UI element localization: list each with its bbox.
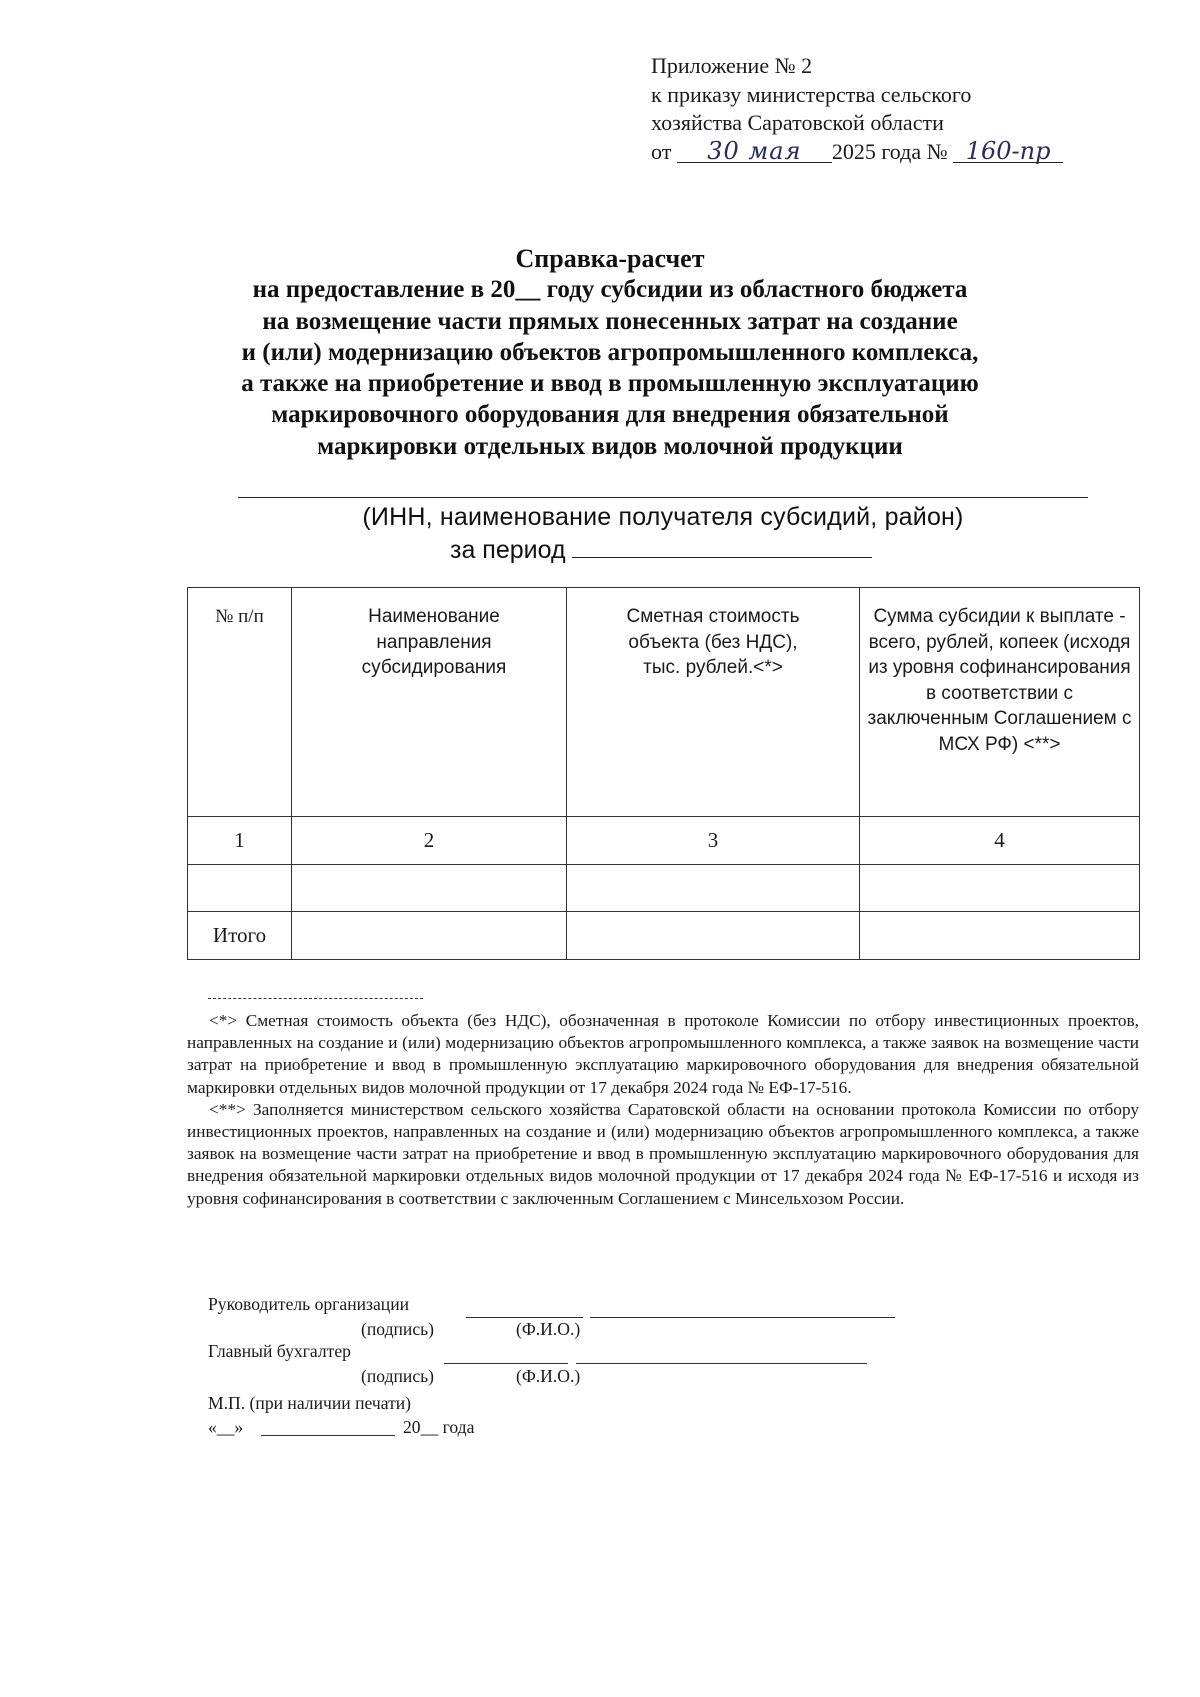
- title-line: на возмещение части прямых понесенных затрат на создание: [262, 307, 958, 335]
- annex-header: [651, 52, 1121, 166]
- accountant-signature-line: [444, 1363, 568, 1364]
- header-cell-number: № п/п: [188, 588, 292, 817]
- table-cell: [567, 865, 860, 912]
- header-cell-cost: Сметная стоимость объекта (без НДС), тыс. рублей.<*>: [567, 588, 860, 817]
- column-number: 2: [292, 817, 567, 865]
- head-label: Руководитель организации: [208, 1294, 410, 1314]
- annex-date-line: [651, 138, 1121, 167]
- handwritten-date: 30 мая: [677, 140, 832, 163]
- accountant-name-line: [576, 1363, 867, 1364]
- title-line: и (или) модернизацию объектов агропромышленного комплекса,: [241, 338, 979, 366]
- title-line: а также на приобретение и ввод в промышленную эксплуатацию: [241, 370, 979, 398]
- seal-label: М.П. (при наличии печати): [208, 1393, 412, 1413]
- document-title: [180, 243, 1040, 462]
- title-heading: Справка-расчет: [515, 244, 705, 273]
- title-line: на предоставление в 20__ году субсидии из областного бюджета: [252, 276, 968, 304]
- table-cell: [292, 865, 567, 912]
- table-cell: [567, 912, 860, 960]
- table-total-row: [188, 912, 1140, 960]
- annex-number: Приложение № 2: [651, 53, 813, 78]
- accountant-label: Главный бухгалтер: [208, 1341, 351, 1361]
- handwritten-order-number: 160-пр: [953, 140, 1063, 163]
- annex-ministry: хозяйства Саратовской области: [651, 110, 944, 135]
- calculation-table: [187, 587, 1140, 960]
- head-signature-line: [466, 1317, 583, 1318]
- date-fill-line: [261, 1435, 395, 1436]
- period-label: за период: [450, 536, 566, 564]
- period-line: [450, 535, 872, 565]
- recipient-fill-line: [238, 497, 1088, 498]
- head-signature-caption: (подпись): [361, 1319, 435, 1339]
- footnote-1: <*> Сметная стоимость объекта (без НДС), обозначенная в протоколе Комиссии по отбору инвестиционных проектов, направленных на создание и (или) модернизацию объектов агропромышленного комплекса, а также заявок на возмещение части затрат на приобретение и ввод в промышленную эксплуатацию маркировочного оборудования для внедрения обязательной маркировки отдельных видов молочной продукции от 17 декабря 2024 года № ЕФ-17-516.: [187, 1011, 1139, 1097]
- period-fill-line: [572, 535, 872, 558]
- table-header-row: [188, 588, 1140, 817]
- annex-date-prefix: от: [651, 138, 672, 164]
- recipient-caption: (ИНН, наименование получателя субсидий, район): [362, 503, 964, 531]
- column-number: 4: [860, 817, 1140, 865]
- accountant-name-caption: (Ф.И.О.): [516, 1366, 581, 1386]
- total-label: Итого: [188, 912, 292, 960]
- header-cell-direction: Наименование направления субсидирования: [292, 588, 567, 817]
- title-line: маркировки отдельных видов молочной продукции: [317, 432, 903, 460]
- header-cell-subsidy: Сумма субсидии к выплате - всего, рублей, копеек (исходя из уровня софинансирования в соответствии с заключенным Соглашением с МСХ РФ) <**>: [860, 588, 1140, 817]
- annex-order-ref: к приказу министерства сельского: [651, 81, 972, 107]
- footnote-separator: [208, 998, 423, 999]
- head-name-caption: (Ф.И.О.): [516, 1319, 581, 1339]
- accountant-signature-caption: (подпись): [361, 1366, 435, 1386]
- table-cell: [292, 912, 567, 960]
- footnote-2: <**> Заполняется министерством сельского хозяйства Саратовской области на основании протокола Комиссии по отбору инвестиционных проектов, направленных на создание и (или) модернизацию объектов агропромышленного комплекса, а также заявок на возмещение части затрат на приобретение и ввод в промышленную эксплуатацию маркировочного оборудования для внедрения обязательной маркировки отдельных видов молочной продукции от 17 декабря 2024 года № ЕФ-17-516 и исходя из уровня софинансирования в соответствии с заключенным Соглашением с Минсельхозом России.: [187, 1099, 1139, 1208]
- head-name-line: [590, 1317, 895, 1318]
- table-cell: [860, 865, 1140, 912]
- column-number: 1: [188, 817, 292, 865]
- annex-year-text: 2025 года №: [831, 138, 948, 164]
- footnotes: [187, 1010, 1139, 1210]
- title-line: маркировочного оборудования для внедрения обязательной: [271, 401, 949, 429]
- column-number: 3: [567, 817, 860, 865]
- date-year: 20__ года: [403, 1417, 475, 1437]
- table-row: [188, 865, 1140, 912]
- table-cell: [860, 912, 1140, 960]
- table-cell: [188, 865, 292, 912]
- date-prefix: «__»: [208, 1417, 244, 1437]
- table-row: [188, 817, 1140, 865]
